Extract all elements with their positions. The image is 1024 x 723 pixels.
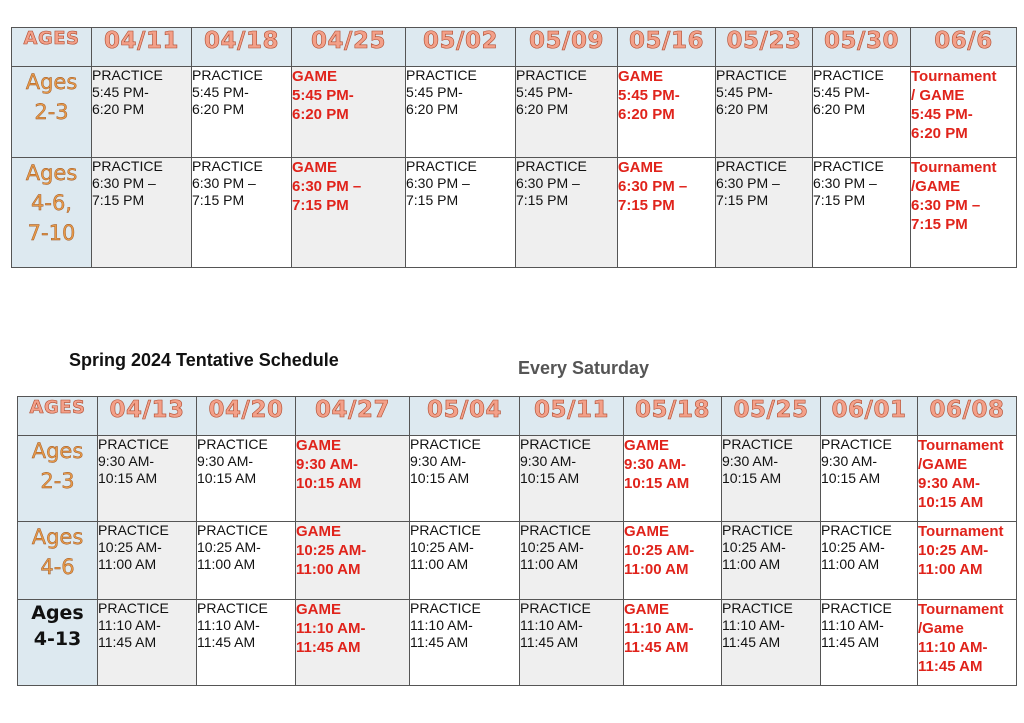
header-label: 04/18: [204, 28, 279, 54]
cell-text: 11:45 AM: [296, 639, 361, 656]
cell-text: 7:15 PM: [406, 192, 459, 208]
cell-text: 11:10 AM-: [197, 617, 260, 633]
cell-text: PRACTICE: [722, 522, 793, 538]
header-label: 06/08: [929, 397, 1005, 423]
cell-text: GAME: [296, 601, 341, 618]
practice-cell: [813, 67, 911, 158]
cell-text: 10:15 AM: [98, 470, 158, 486]
cell-text: PRACTICE: [197, 522, 268, 538]
cell-text: GAME: [292, 68, 337, 85]
age-group-label: 7-10: [27, 221, 76, 245]
cell-text: Tournament: [911, 159, 997, 176]
practice-cell: [722, 436, 821, 522]
cell-text: 9:30 AM-: [410, 453, 467, 469]
header-row: [18, 397, 1017, 436]
cell-text: /GAME: [918, 456, 968, 473]
date-header: [92, 28, 192, 67]
practice-cell: [520, 436, 624, 522]
practice-cell: [98, 436, 197, 522]
cell-text: 5:45 PM-: [92, 84, 149, 100]
cell-text: PRACTICE: [410, 522, 481, 538]
cell-text: 10:15 AM: [520, 470, 580, 486]
cell-text: 11:00 AM: [821, 556, 880, 572]
saturday-schedule-table: [17, 396, 1017, 686]
cell-text: PRACTICE: [821, 436, 892, 452]
header-label: 05/30: [824, 28, 899, 54]
cell-text: 6:20 PM: [618, 106, 675, 123]
practice-cell: [516, 158, 618, 268]
cell-text: GAME: [618, 68, 663, 85]
ages-column-header: [18, 397, 98, 436]
age-group-label: Ages: [31, 602, 84, 624]
cell-text: 6:20 PM: [716, 101, 769, 117]
cell-text: 11:00 AM: [722, 556, 781, 572]
cell-text: PRACTICE: [722, 436, 793, 452]
practice-cell: [520, 522, 624, 600]
date-header: [618, 28, 716, 67]
ages-column-header: [12, 28, 92, 67]
age-group-cell: [12, 67, 92, 158]
practice-cell: [716, 67, 813, 158]
schedule-row: [18, 600, 1017, 686]
practice-cell: [520, 600, 624, 686]
age-group-label: 2-3: [34, 100, 69, 124]
header-label: 04/13: [109, 397, 185, 423]
cell-text: PRACTICE: [716, 67, 787, 83]
cell-text: 11:45 AM: [197, 634, 256, 650]
date-header: [296, 397, 410, 436]
cell-text: 10:15 AM: [918, 494, 984, 511]
practice-cell: [722, 600, 821, 686]
cell-text: 11:00 AM: [624, 561, 689, 578]
cell-text: 10:25 AM-: [918, 542, 989, 559]
schedule-row: [12, 158, 1017, 268]
date-header: [722, 397, 821, 436]
cell-text: PRACTICE: [92, 158, 163, 174]
practice-cell: [197, 600, 296, 686]
age-group-label: Ages: [31, 439, 84, 463]
game-cell: [911, 67, 1017, 158]
cell-text: PRACTICE: [98, 600, 169, 616]
practice-cell: [406, 67, 516, 158]
cell-text: GAME: [624, 523, 669, 540]
schedule-row: [18, 436, 1017, 522]
cell-text: 10:25 AM-: [821, 539, 885, 555]
header-label: 06/01: [831, 397, 907, 423]
cell-text: PRACTICE: [821, 522, 892, 538]
practice-cell: [406, 158, 516, 268]
header-label: 05/23: [726, 28, 802, 54]
cell-text: PRACTICE: [520, 600, 591, 616]
date-header: [98, 397, 197, 436]
cell-text: 10:25 AM-: [722, 539, 786, 555]
cell-text: PRACTICE: [192, 67, 263, 83]
cell-text: 9:30 AM-: [520, 453, 577, 469]
date-header: [520, 397, 624, 436]
cell-text: 11:45 AM: [98, 634, 157, 650]
cell-text: 7:15 PM: [716, 192, 769, 208]
header-label: 05/09: [529, 28, 604, 54]
evening-schedule-table: [11, 27, 1017, 268]
cell-text: 6:20 PM: [192, 101, 245, 117]
header-label: AGES: [23, 28, 80, 49]
cell-text: 11:45 AM: [520, 634, 579, 650]
cell-text: PRACTICE: [192, 158, 263, 174]
game-cell: [624, 436, 722, 522]
practice-cell: [821, 522, 918, 600]
cell-text: 9:30 AM-: [296, 456, 358, 473]
cell-text: PRACTICE: [821, 600, 892, 616]
age-group-cell: [18, 522, 98, 600]
cell-text: 11:10 AM-: [918, 639, 988, 656]
header-label: 05/04: [427, 397, 502, 423]
cell-text: 10:15 AM: [197, 470, 257, 486]
cell-text: 6:20 PM: [516, 101, 569, 117]
cell-text: 7:15 PM: [192, 192, 245, 208]
cell-text: /Game: [918, 620, 964, 637]
cell-text: 10:15 AM: [722, 470, 782, 486]
cell-text: 5:45 PM-: [292, 87, 354, 104]
cell-text: 6:30 PM –: [516, 175, 580, 191]
date-header: [292, 28, 406, 67]
cell-text: Tournament: [918, 437, 1004, 454]
cell-text: 9:30 AM-: [722, 453, 779, 469]
date-header: [410, 397, 520, 436]
cell-text: GAME: [296, 523, 341, 540]
cell-text: 11:00 AM: [197, 556, 256, 572]
date-header: [197, 397, 296, 436]
cell-text: PRACTICE: [197, 600, 268, 616]
date-header: [192, 28, 292, 67]
cell-text: 10:25 AM-: [98, 539, 162, 555]
header-label: 05/11: [534, 397, 609, 423]
header-label: 05/18: [635, 397, 710, 423]
age-group-label: 4-13: [33, 628, 82, 650]
cell-text: 9:30 AM-: [624, 456, 686, 473]
cell-text: 11:45 AM: [410, 634, 469, 650]
cell-text: 11:10 AM-: [296, 620, 366, 637]
game-cell: [296, 522, 410, 600]
cell-text: 10:25 AM-: [410, 539, 474, 555]
practice-cell: [98, 522, 197, 600]
header-label: 04/25: [311, 28, 386, 54]
cell-text: GAME: [624, 601, 669, 618]
cell-text: 5:45 PM-: [911, 106, 973, 123]
practice-cell: [821, 436, 918, 522]
cell-text: 6:30 PM –: [618, 178, 688, 195]
cell-text: 9:30 AM-: [98, 453, 155, 469]
cell-text: 6:20 PM: [92, 101, 145, 117]
cell-text: 5:45 PM-: [516, 84, 573, 100]
cell-text: GAME: [292, 159, 337, 176]
cell-text: 6:20 PM: [911, 125, 968, 142]
cell-text: 6:20 PM: [292, 106, 349, 123]
game-cell: [911, 158, 1017, 268]
cell-text: 11:00 AM: [296, 561, 361, 578]
cell-text: PRACTICE: [716, 158, 787, 174]
age-group-label: 4-6: [40, 555, 75, 579]
date-header: [918, 397, 1017, 436]
cell-text: Tournament: [918, 601, 1004, 618]
cell-text: 6:30 PM –: [192, 175, 256, 191]
game-cell: [918, 522, 1017, 600]
header-label: 05/16: [629, 28, 704, 54]
practice-cell: [813, 158, 911, 268]
age-group-label: 2-3: [40, 469, 75, 493]
cell-text: PRACTICE: [98, 522, 169, 538]
cell-text: 11:10 AM-: [98, 617, 161, 633]
practice-cell: [410, 600, 520, 686]
cell-text: Tournament: [911, 68, 997, 85]
date-header: [516, 28, 618, 67]
cell-text: 6:30 PM –: [911, 197, 981, 214]
header-label: 04/27: [315, 397, 390, 423]
cell-text: 9:30 AM-: [197, 453, 254, 469]
practice-cell: [821, 600, 918, 686]
cell-text: 11:45 AM: [722, 634, 781, 650]
header-label: 06/6: [934, 28, 993, 54]
header-label: 04/11: [104, 28, 179, 54]
schedule-row: [18, 522, 1017, 600]
age-group-cell: [18, 436, 98, 522]
cell-text: 6:30 PM –: [813, 175, 877, 191]
cell-text: PRACTICE: [406, 158, 477, 174]
cell-text: 10:25 AM-: [520, 539, 584, 555]
cell-text: 10:15 AM: [410, 470, 470, 486]
cell-text: PRACTICE: [410, 436, 481, 452]
age-group-label: 4-6,: [31, 191, 72, 215]
cell-text: /GAME: [911, 178, 961, 195]
practice-cell: [410, 436, 520, 522]
schedule-title: Spring 2024 Tentative Schedule: [69, 350, 339, 370]
game-cell: [624, 522, 722, 600]
cell-text: 11:10 AM-: [624, 620, 694, 637]
game-cell: [618, 67, 716, 158]
header-label: 05/25: [733, 397, 809, 423]
schedule-row: [12, 67, 1017, 158]
cell-text: PRACTICE: [520, 436, 591, 452]
cell-text: PRACTICE: [516, 158, 587, 174]
age-group-cell: [18, 600, 98, 686]
practice-cell: [92, 158, 192, 268]
cell-text: 10:15 AM: [821, 470, 881, 486]
cell-text: 7:15 PM: [292, 197, 349, 214]
cell-text: 5:45 PM-: [813, 84, 870, 100]
practice-cell: [197, 522, 296, 600]
cell-text: 6:30 PM –: [292, 178, 362, 195]
cell-text: 11:00 AM: [98, 556, 157, 572]
date-header: [821, 397, 918, 436]
cell-text: 5:45 PM-: [716, 84, 773, 100]
date-header: [716, 28, 813, 67]
cell-text: 11:00 AM: [520, 556, 579, 572]
cell-text: 6:30 PM –: [716, 175, 780, 191]
cell-text: GAME: [624, 437, 669, 454]
cell-text: 10:25 AM-: [197, 539, 261, 555]
cell-text: 6:30 PM –: [406, 175, 470, 191]
practice-cell: [192, 158, 292, 268]
age-group-label: Ages: [25, 70, 78, 94]
cell-text: GAME: [618, 159, 663, 176]
cell-text: 11:10 AM-: [722, 617, 785, 633]
cell-text: 6:30 PM –: [92, 175, 156, 191]
cell-text: 7:15 PM: [618, 197, 675, 214]
practice-cell: [516, 67, 618, 158]
cell-text: 5:45 PM-: [192, 84, 249, 100]
schedule-subtitle: Every Saturday: [518, 358, 650, 378]
header-row: [12, 28, 1017, 67]
practice-cell: [722, 522, 821, 600]
cell-text: / GAME: [911, 87, 965, 104]
cell-text: PRACTICE: [813, 67, 884, 83]
game-cell: [292, 158, 406, 268]
cell-text: 11:45 AM: [821, 634, 880, 650]
cell-text: PRACTICE: [98, 436, 169, 452]
cell-text: PRACTICE: [516, 67, 587, 83]
cell-text: PRACTICE: [813, 158, 884, 174]
game-cell: [296, 436, 410, 522]
cell-text: Tournament: [918, 523, 1004, 540]
cell-text: 6:20 PM: [406, 101, 459, 117]
cell-text: 10:25 AM-: [296, 542, 367, 559]
age-group-label: Ages: [31, 525, 84, 549]
practice-cell: [92, 67, 192, 158]
cell-text: PRACTICE: [92, 67, 163, 83]
cell-text: PRACTICE: [406, 67, 477, 83]
header-label: AGES: [29, 397, 86, 418]
game-cell: [624, 600, 722, 686]
age-group-label: Ages: [25, 161, 78, 185]
cell-text: 9:30 AM-: [918, 475, 980, 492]
date-header: [406, 28, 516, 67]
cell-text: 11:10 AM-: [410, 617, 473, 633]
game-cell: [296, 600, 410, 686]
cell-text: PRACTICE: [197, 436, 268, 452]
cell-text: PRACTICE: [722, 600, 793, 616]
cell-text: 7:15 PM: [911, 216, 968, 233]
cell-text: 11:00 AM: [918, 561, 983, 578]
cell-text: 7:15 PM: [516, 192, 569, 208]
cell-text: 7:15 PM: [92, 192, 145, 208]
cell-text: GAME: [296, 437, 341, 454]
cell-text: 11:10 AM-: [821, 617, 884, 633]
date-header: [813, 28, 911, 67]
cell-text: 5:45 PM-: [406, 84, 463, 100]
cell-text: 9:30 AM-: [821, 453, 878, 469]
cell-text: 10:15 AM: [296, 475, 362, 492]
date-header: [911, 28, 1017, 67]
practice-cell: [192, 67, 292, 158]
game-cell: [618, 158, 716, 268]
date-header: [624, 397, 722, 436]
cell-text: 11:00 AM: [410, 556, 469, 572]
cell-text: 5:45 PM-: [618, 87, 680, 104]
header-label: 04/20: [208, 397, 284, 423]
cell-text: 11:45 AM: [624, 639, 689, 656]
practice-cell: [410, 522, 520, 600]
game-cell: [292, 67, 406, 158]
practice-cell: [716, 158, 813, 268]
cell-text: 11:45 AM: [918, 658, 983, 675]
cell-text: 6:20 PM: [813, 101, 866, 117]
cell-text: PRACTICE: [520, 522, 591, 538]
cell-text: PRACTICE: [410, 600, 481, 616]
game-cell: [918, 436, 1017, 522]
age-group-cell: [12, 158, 92, 268]
cell-text: 11:10 AM-: [520, 617, 583, 633]
practice-cell: [98, 600, 197, 686]
practice-cell: [197, 436, 296, 522]
game-cell: [918, 600, 1017, 686]
cell-text: 10:25 AM-: [624, 542, 695, 559]
cell-text: 10:15 AM: [624, 475, 690, 492]
header-label: 05/02: [423, 28, 498, 54]
cell-text: 7:15 PM: [813, 192, 866, 208]
